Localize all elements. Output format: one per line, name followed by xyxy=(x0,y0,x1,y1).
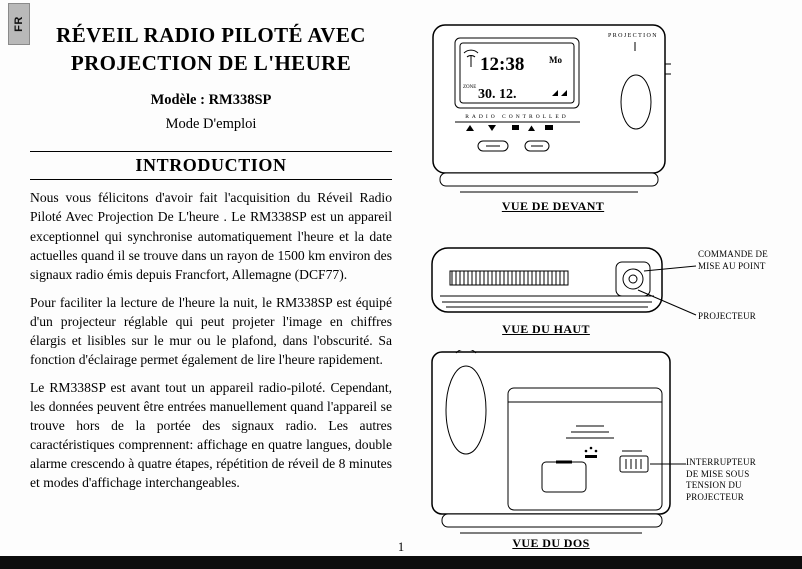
scan-edge-bar xyxy=(0,556,802,569)
front-view-caption: VUE DE DEVANT xyxy=(501,199,605,213)
divider-top xyxy=(30,151,392,152)
intro-paragraph-3: Le RM338SP est avant tout un appareil radio-piloté. Cependant, les données peuvent être entrées manuellement quand l'appareil se trouve hors de la portée des signaux radio. Les autres caractéristiques comprennent: affichage en quatre langues, double alarme crescendo à quatre étapes, répétition de réveil de 8 minutes et modes d'affichage interchangeables. xyxy=(30,379,392,490)
section-heading-introduction: INTRODUCTION xyxy=(135,155,287,176)
back-view-caption: VUE DU DOS xyxy=(512,536,590,550)
lcd-time: 12:38 xyxy=(480,54,525,75)
page-number: 1 xyxy=(397,540,405,554)
top-view-caption: VUE DU HAUT xyxy=(502,322,590,336)
radio-controlled-label: RADIO CONTROLLED xyxy=(465,114,569,120)
text-column xyxy=(30,22,392,501)
intro-paragraph-1: Nous vous félicitons d'avoir fait l'acquisition du Réveil Radio Piloté Avec Projection De L'heure . Le RM338SP est un appareil exceptionnel qui synchronise automatiquement l'heure et la date actuelles quand il se trouve dans un rayon de 1500 km environ des signaux radio émis depuis Francfort, Allemagne (DCF77). xyxy=(30,190,392,282)
page-title-line1: RÉVEIL RADIO PILOTÉ AVEC xyxy=(56,23,366,47)
callout-projector-switch: INTERRUPTEUR DE MISE SOUS TENSION DU PROJECTEUR xyxy=(686,457,756,503)
page-title-line2: PROJECTION DE L'HEURE xyxy=(70,50,352,75)
model-label: Modèle : RM338SP xyxy=(150,92,272,109)
battery-compartment xyxy=(542,462,586,492)
callout-focus-control: COMMANDE DE MISE AU POINT xyxy=(698,249,768,271)
lcd-date: 30. 12. xyxy=(478,87,517,102)
subtitle: Mode D'emploi xyxy=(165,116,257,133)
front-base xyxy=(440,173,658,192)
projection-label: PROJECTION xyxy=(608,33,659,39)
top-view-illustration xyxy=(430,240,702,325)
vent-grille xyxy=(450,271,568,285)
language-tab-label: FR xyxy=(12,16,25,32)
lcd-day: Mo xyxy=(549,55,562,65)
front-view-illustration xyxy=(430,22,680,200)
back-base xyxy=(442,514,662,533)
intro-paragraph-2: Pour faciliter la lecture de l'heure la nuit, le RM338SP est équipé d'un projecteur réglable qui peut projeter l'image en chiffres élargis et lisibles sur le mur ou le plafond, dans l'obscurité. Sa fonction d'éclairage permet également de lire l'heure rapidement. xyxy=(30,294,392,367)
language-tab xyxy=(8,3,30,45)
page-title xyxy=(30,22,392,77)
back-view-illustration xyxy=(430,350,688,538)
callout-projector: PROJECTEUR xyxy=(698,311,757,321)
divider-bottom xyxy=(30,179,392,180)
lcd-zone-label: ZONE xyxy=(463,85,477,90)
